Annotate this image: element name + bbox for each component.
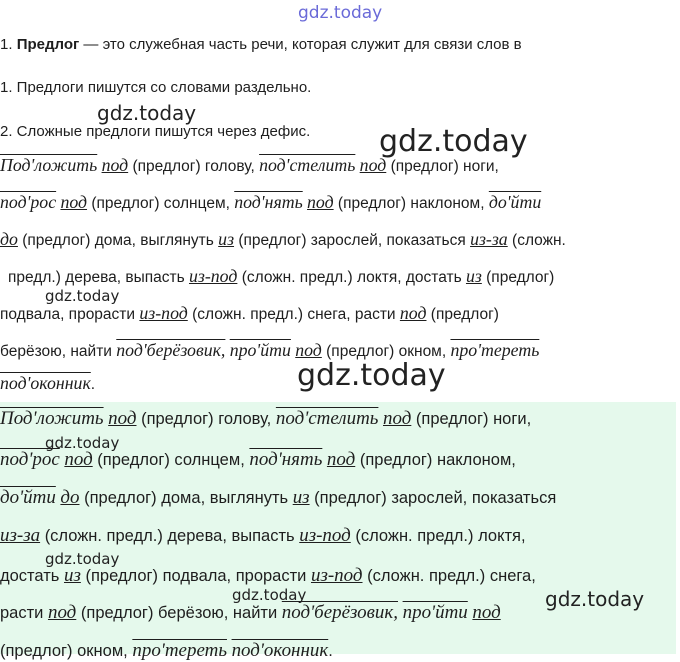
text-line: до'йти до (предлог) дома, выглянуть из (предлог) зарослей, показаться [0,487,557,508]
watermark: gdz.today [297,358,446,393]
watermark: gdz.today [232,586,307,604]
watermark: gdz.today [97,101,197,125]
text-line: Под'ложить под (предлог) голову, под'стелить под (предлог) ноги, [0,408,532,429]
text-line: под'рос под (предлог) солнцем, под'нять под (предлог) наклоном, до'йти [0,192,542,212]
text-line: под'оконник. [0,373,96,393]
text-line: предл.) дерева, выпасть из-под (сложн. предл.) локтя, достать из (предлог) [8,266,555,286]
text-line: до (предлог) дома, выглянуть из (предлог) зарослей, показаться из-за (сложн. [0,229,566,249]
text-line: Под'ложить под (предлог) голову, под'стелить под (предлог) ноги, [0,155,499,175]
watermark: gdz.today [45,550,120,568]
watermark: gdz.today [545,587,645,611]
text-line: подвала, прорасти из-под (сложн. предл.) снега, расти под (предлог) [0,303,499,323]
watermark: gdz.today [45,287,120,305]
text-line: расти под (предлог) берёзою, найти под'берёзовик, про'йти под [0,602,501,623]
text-line: из-за (сложн. предл.) дерева, выпасть из-под (сложн. предл.) локтя, [0,525,526,546]
rule-definition: 1. Предлог — это служебная часть речи, которая служит для связи слов в [0,36,522,53]
watermark: gdz.today [298,3,383,23]
text-line: достать из (предлог) подвала, прорасти из-под (сложн. предл.) снега, [0,565,536,586]
text-line: (предлог) окном, про'тереть под'оконник. [0,640,333,661]
text-line: берёзою, найти под'берёзовик, про'йти под (предлог) окном, про'тереть [0,340,540,360]
watermark: gdz.today [45,434,120,452]
rule-2: 2. Сложные предлоги пишутся через дефис. [0,123,311,140]
text-line: под'рос под (предлог) солнцем, под'нять под (предлог) наклоном, [0,449,516,470]
rule-1: 1. Предлоги пишутся со словами раздельно. [0,79,312,96]
watermark: gdz.today [379,124,528,159]
